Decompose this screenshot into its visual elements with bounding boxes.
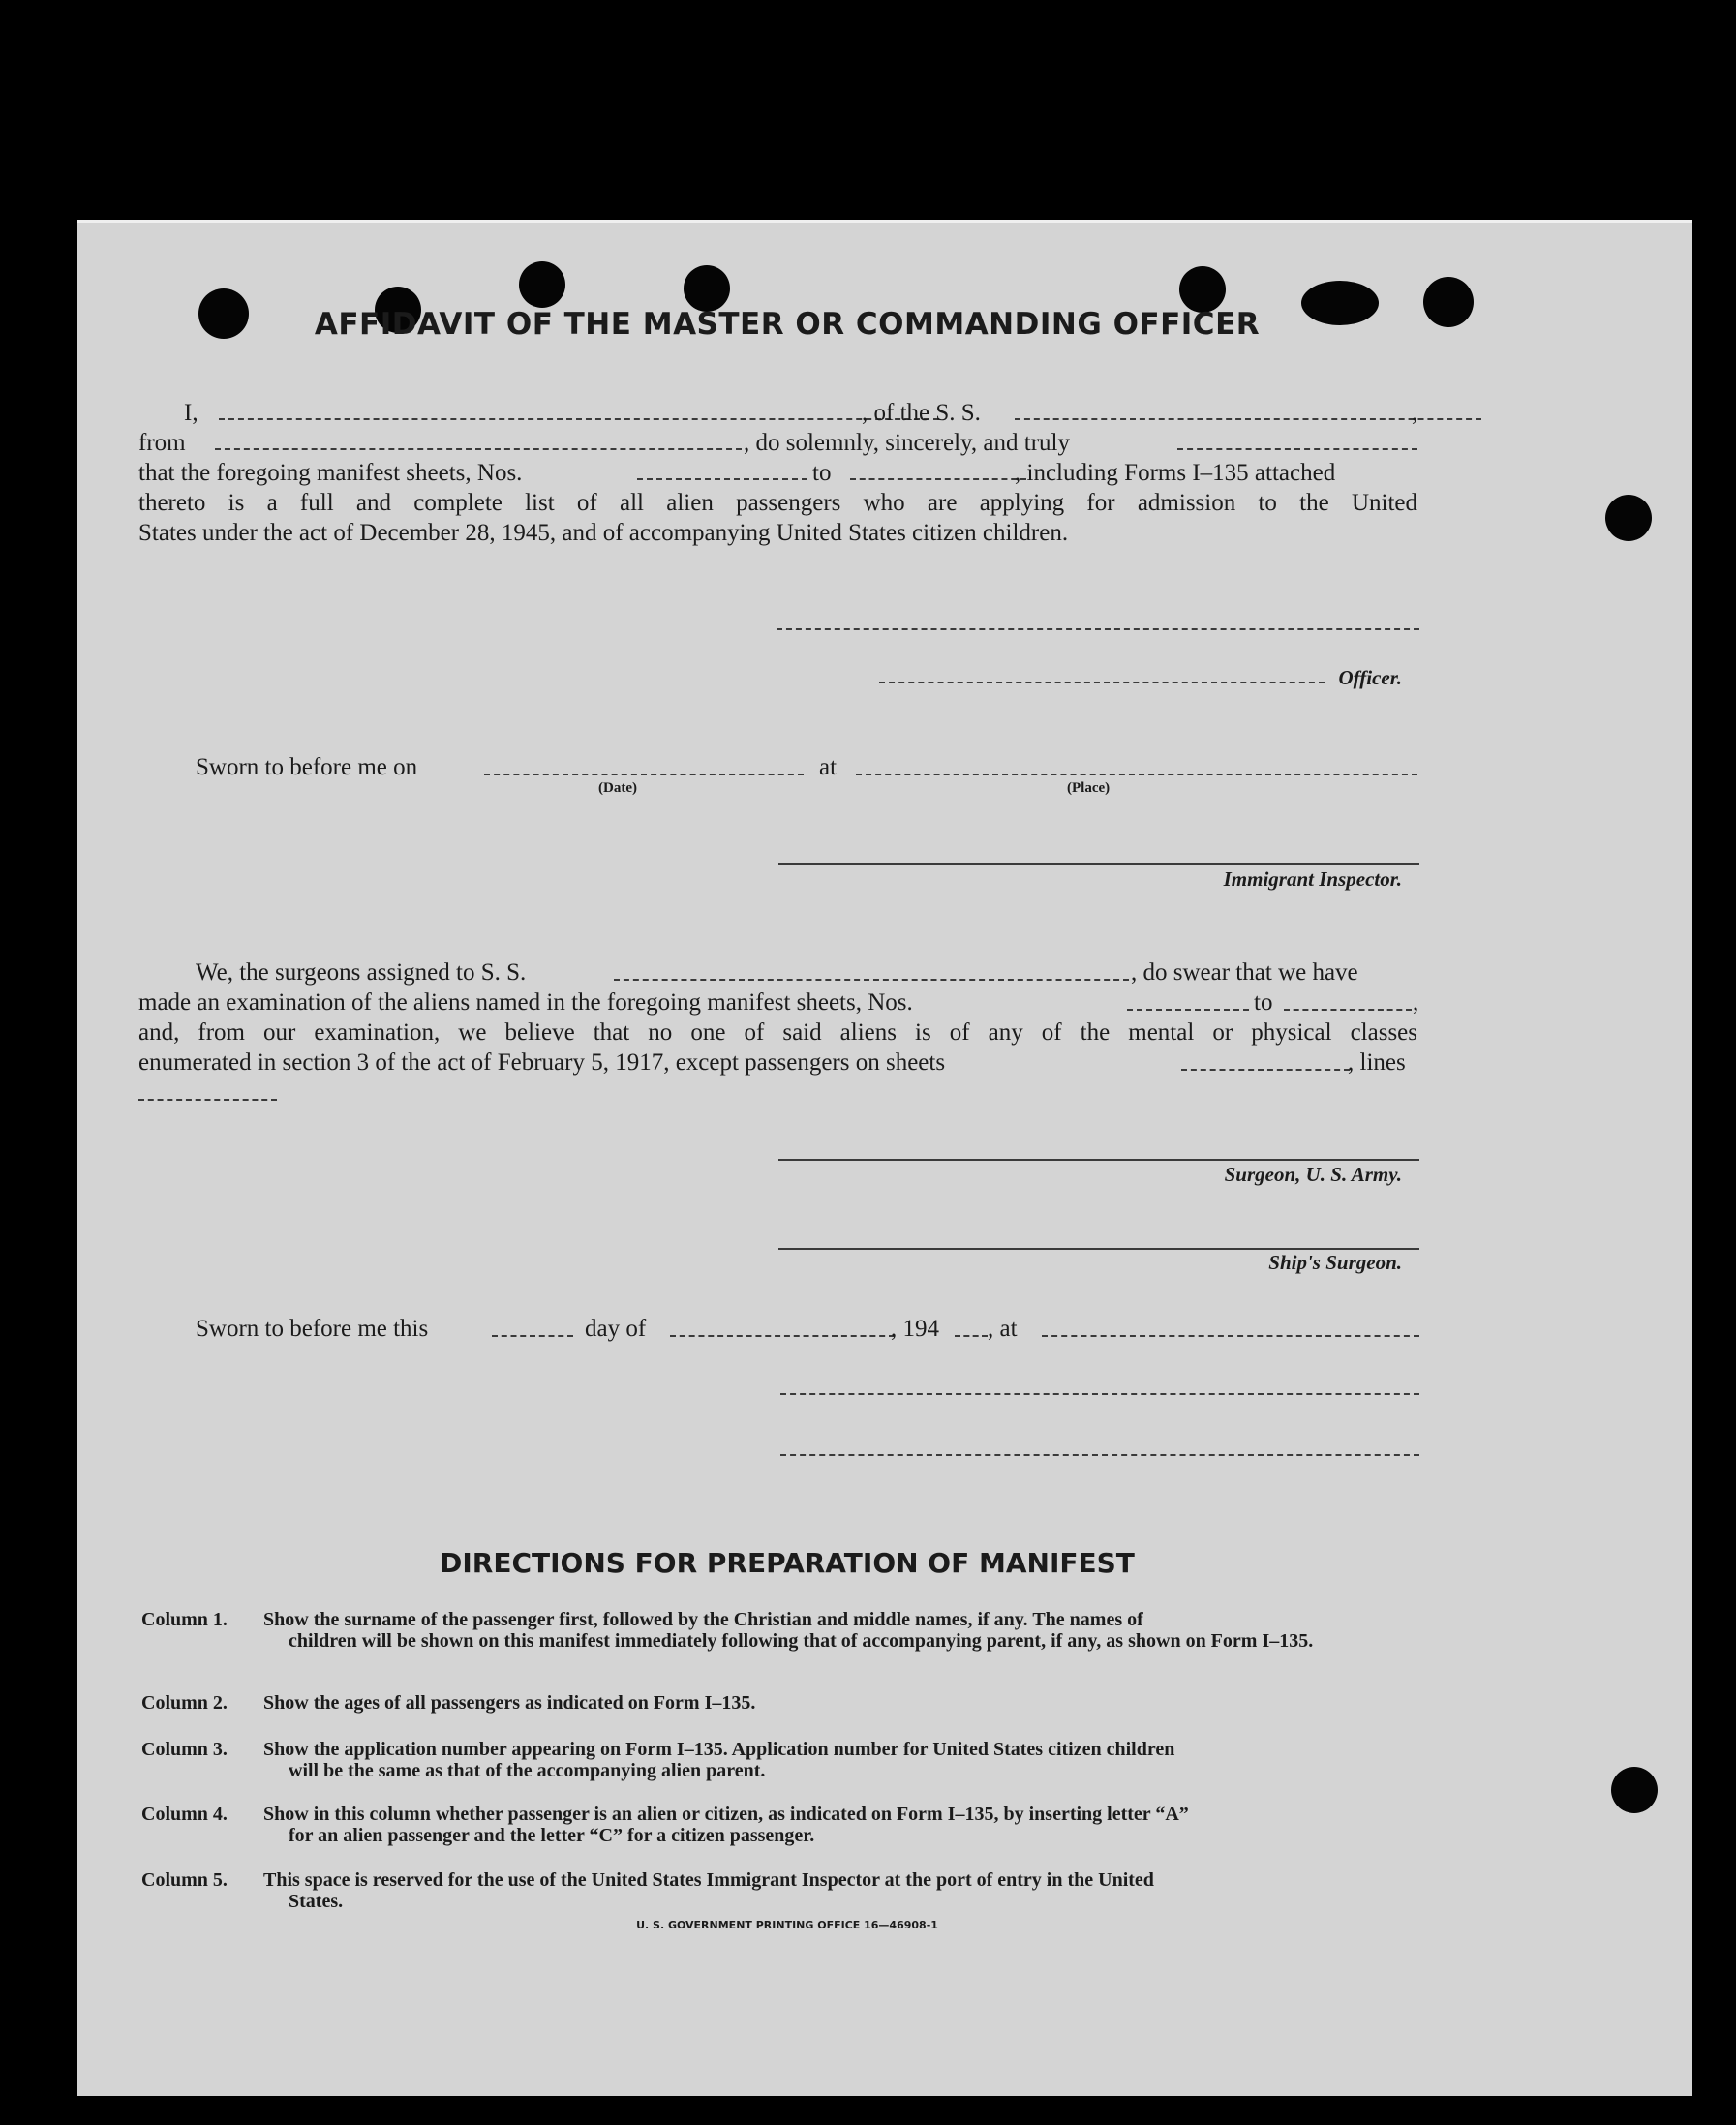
text-exam-comma: , (1413, 989, 1419, 1016)
text-at: at (819, 754, 838, 780)
day-blank[interactable] (492, 1335, 573, 1337)
text-exam-to: to (1254, 989, 1273, 1016)
sworn-place-blank[interactable] (1042, 1335, 1419, 1337)
sworn-signature-line-2[interactable] (780, 1454, 1419, 1456)
from-blank[interactable] (215, 448, 742, 450)
officer-label: Officer. (1338, 666, 1402, 689)
sheet-to-blank[interactable] (850, 478, 1026, 480)
except-sheets-blank[interactable] (1181, 1069, 1350, 1071)
text-full-list: thereto is a full and complete list of all alien passengers who are applying for admission to the United (138, 490, 1417, 516)
text-lines: , lines (1348, 1049, 1406, 1076)
text-section-3: enumerated in section 3 of the act of February 5, 1917, except passengers on sheets (138, 1049, 946, 1076)
date-caption: (Date) (598, 780, 637, 796)
text-do-swear: , do swear that we have (1131, 959, 1358, 986)
punch-hole (1611, 1767, 1658, 1813)
ships-surgeon-label: Ship's Surgeon. (1268, 1251, 1402, 1274)
column-5-label: Column 5. (141, 1869, 228, 1891)
exam-sheet-to-blank[interactable] (1284, 1009, 1412, 1011)
column-1-text (263, 1609, 1423, 1652)
truly-blank[interactable] (1177, 448, 1417, 450)
column-4-text (263, 1804, 1423, 1846)
sworn-signature-line-1[interactable] (780, 1393, 1419, 1395)
text-manifest-sheets: that the foregoing manifest sheets, Nos. (138, 460, 523, 486)
place-caption: (Place) (1067, 780, 1111, 796)
form-sheet (77, 220, 1692, 2096)
text-from: from (138, 430, 186, 456)
month-blank[interactable] (670, 1335, 895, 1337)
inspector-signature-line[interactable] (778, 863, 1419, 865)
lines-blank[interactable] (138, 1099, 277, 1101)
column-2-text (263, 1692, 1423, 1714)
surgeon-ship-blank[interactable] (614, 979, 1129, 981)
sheet-from-blank[interactable] (637, 478, 807, 480)
army-surgeon-signature-line[interactable] (778, 1159, 1419, 1161)
affidavit-title: AFFIDAVIT OF THE MASTER OR COMMANDING OFFICER (314, 307, 1261, 342)
text-sworn-at: , at (988, 1316, 1018, 1342)
column-4-label: Column 4. (141, 1804, 228, 1825)
column-1-continuation: children will be shown on this manifest immediately following that of accompanying parent, if any, as shown on Form I–135. (289, 1630, 1314, 1652)
army-surgeon-label: Surgeon, U. S. Army. (1224, 1163, 1402, 1186)
text-i: I, (184, 400, 198, 426)
place-blank[interactable] (856, 774, 1417, 775)
column-3-text (263, 1739, 1423, 1781)
date-blank[interactable] (484, 774, 804, 775)
directions-title: DIRECTIONS FOR PREPARATION OF MANIFEST (440, 1547, 1135, 1579)
immigrant-inspector-label: Immigrant Inspector. (1223, 867, 1402, 891)
column-4-continuation: for an alien passenger and the letter “C” for a citizen passenger. (289, 1825, 815, 1846)
printing-office-footer: U. S. GOVERNMENT PRINTING OFFICE 16—46908-1 (636, 1919, 938, 1931)
text-year: , 194 (891, 1316, 939, 1342)
text-of-the-ss: , of the S. S. (862, 400, 981, 426)
text-sworn-this: Sworn to before me this (196, 1316, 429, 1342)
ships-surgeon-signature-line[interactable] (778, 1248, 1419, 1250)
year-blank[interactable] (955, 1335, 988, 1337)
name-blank[interactable] (219, 418, 939, 420)
column-5-text (263, 1869, 1423, 1912)
text-examination: made an examination of the aliens named in the foregoing manifest sheets, Nos. (138, 989, 913, 1016)
column-3-first-line: Show the application number appearing on Form I–135. Application number for United States citizen children (263, 1739, 1175, 1760)
text-sworn-on: Sworn to before me on (196, 754, 418, 780)
text-solemnly: , do solemnly, sincerely, and truly (744, 430, 1070, 456)
text-to: to (812, 460, 832, 486)
punch-hole (684, 265, 730, 312)
exam-sheet-from-blank[interactable] (1127, 1009, 1249, 1011)
text-surgeons-assigned: We, the surgeons assigned to S. S. (196, 959, 527, 986)
column-1-first-line: Show the surname of the passenger first, followed by the Christian and middle names, if any. The names of (263, 1609, 1143, 1630)
column-3-continuation: will be the same as that of the accompanying alien parent. (289, 1760, 766, 1781)
officer-signature-line-2[interactable] (879, 682, 1325, 683)
text-comma: , (1412, 400, 1418, 426)
column-3-label: Column 3. (141, 1739, 228, 1760)
punch-hole (1179, 266, 1226, 313)
column-4-first-line: Show in this column whether passenger is an alien or citizen, as indicated on Form I–135, by inserting letter “A” (263, 1804, 1189, 1825)
column-5-continuation: States. (289, 1891, 344, 1912)
column-2-label: Column 2. (141, 1692, 228, 1714)
text-including-forms: , including Forms I–135 attached (1015, 460, 1336, 486)
punch-hole (1605, 495, 1652, 541)
column-1-label: Column 1. (141, 1609, 228, 1630)
text-day-of: day of (585, 1316, 647, 1342)
punch-hole (519, 261, 565, 308)
officer-signature-line-1[interactable] (777, 628, 1419, 630)
text-no-aliens: and, from our examination, we believe that no one of said aliens is of any of the mental or physical classes (138, 1019, 1417, 1046)
text-act-1945: States under the act of December 28, 1945, and of accompanying United States citizen children. (138, 520, 1069, 546)
column-2-first-line: Show the ages of all passengers as indicated on Form I–135. (263, 1692, 756, 1714)
column-5-first-line: This space is reserved for the use of the United States Immigrant Inspector at the port of entry in the United (263, 1869, 1154, 1891)
